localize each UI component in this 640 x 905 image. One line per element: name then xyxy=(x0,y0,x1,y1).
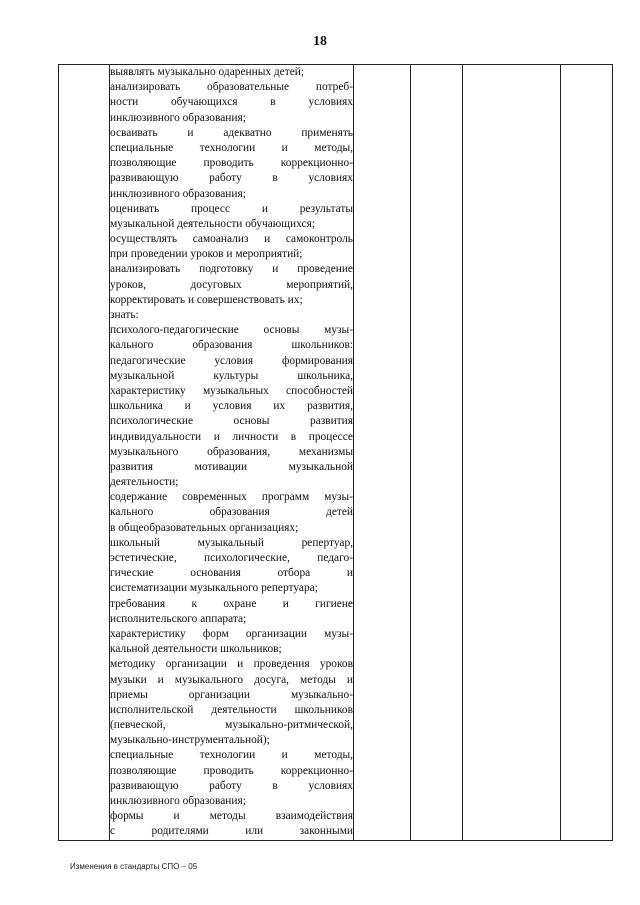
text-line: характеристику музыкальных способностей xyxy=(110,384,353,397)
text-line: деятельности; xyxy=(110,476,179,489)
text-line: исполнительской деятельности школьников xyxy=(110,703,353,716)
text-line: исполнительского аппарата; xyxy=(110,612,247,625)
empty-cell xyxy=(463,65,561,841)
text-line: эстетические, психологические, педаго- xyxy=(110,552,353,564)
text-line: оценивать процесс и результаты xyxy=(110,202,353,215)
text-line: систематизации музыкального репертуара; xyxy=(110,582,318,595)
content-lines xyxy=(110,65,353,840)
text-line: развития мотивации музыкальной xyxy=(110,460,353,473)
text-line: инклюзивного образования; xyxy=(110,187,246,200)
text-line: школьный музыкальный репертуар, xyxy=(110,536,353,549)
text-line: анализировать образовательные потреб- xyxy=(110,81,353,94)
text-line: осуществлять самоанализ и самоконтроль xyxy=(110,233,353,246)
text-line: специальные технологии и методы, xyxy=(110,749,353,762)
text-line: музыкальной деятельности обучающихся; xyxy=(110,217,315,230)
footer-text: Изменения в стандарты СПО – 05 xyxy=(70,862,198,871)
text-line: кального образования школьников: xyxy=(110,339,353,352)
text-line: кальной деятельности школьников; xyxy=(110,643,282,656)
empty-cell xyxy=(354,65,411,841)
text-line: развивающую работу в условиях xyxy=(110,172,353,185)
text-line: инклюзивного образования; xyxy=(110,795,246,807)
text-line: выявлять музыкально одаренных детей; xyxy=(110,66,305,78)
text-line: педагогические условия формирования xyxy=(110,354,353,367)
text-line: корректировать и совершенствовать их; xyxy=(110,293,303,306)
text-line: формы и методы взаимодействия xyxy=(110,810,353,823)
text-line: методику организации и проведения уроков xyxy=(110,658,353,671)
text-line: кального образования детей xyxy=(110,506,353,519)
text-line: при проведении уроков и мероприятий; xyxy=(110,248,303,261)
empty-cell xyxy=(411,65,463,841)
empty-cell xyxy=(561,65,613,841)
text-line: в общеобразовательных организациях; xyxy=(110,521,299,534)
text-line: специальные технологии и методы, xyxy=(110,141,353,154)
text-line: характеристику форм организации музы- xyxy=(110,627,353,640)
text-line: (певческой, музыкально-ритмической, xyxy=(110,719,353,732)
text-line: с родителями или законными xyxy=(110,825,353,838)
text-line: уроков, досуговых мероприятий, xyxy=(110,278,353,291)
text-line: музыкальной культуры школьника, xyxy=(110,369,353,382)
text-line: позволяющие проводить коррекционно- xyxy=(110,157,353,170)
text-line: приемы организации музыкально- xyxy=(110,688,353,701)
text-line: позволяющие проводить коррекционно- xyxy=(110,764,353,777)
text-line: знать: xyxy=(110,309,139,321)
text-line: психологические основы развития xyxy=(110,415,353,428)
text-line: музыки и музыкального досуга, методы и xyxy=(110,673,353,686)
index-cell xyxy=(59,65,110,841)
text-line: музыкального образования, механизмы xyxy=(110,445,353,458)
content-table xyxy=(58,64,613,841)
text-line: гические основания отбора и xyxy=(110,567,353,580)
text-line: анализировать подготовку и проведение xyxy=(110,263,353,276)
table-row xyxy=(59,65,613,841)
text-line: школьника и условия их развития, xyxy=(110,400,353,413)
text-line: требования к охране и гигиене xyxy=(110,597,353,610)
page-number: 18 xyxy=(313,34,327,49)
text-line: индивидуальности и личности в процессе xyxy=(110,430,353,443)
text-line: осваивать и адекватно применять xyxy=(110,126,353,139)
text-line: содержание современных программ музы- xyxy=(110,491,353,504)
text-line: психолого-педагогические основы музы- xyxy=(110,324,353,337)
text-line: инклюзивного образования; xyxy=(110,111,246,124)
text-line: ности обучающихся в условиях xyxy=(110,96,353,109)
content-cell xyxy=(110,65,354,841)
text-line: развивающую работу в условиях xyxy=(110,779,353,792)
text-line: музыкально-инструментальной); xyxy=(110,734,270,747)
